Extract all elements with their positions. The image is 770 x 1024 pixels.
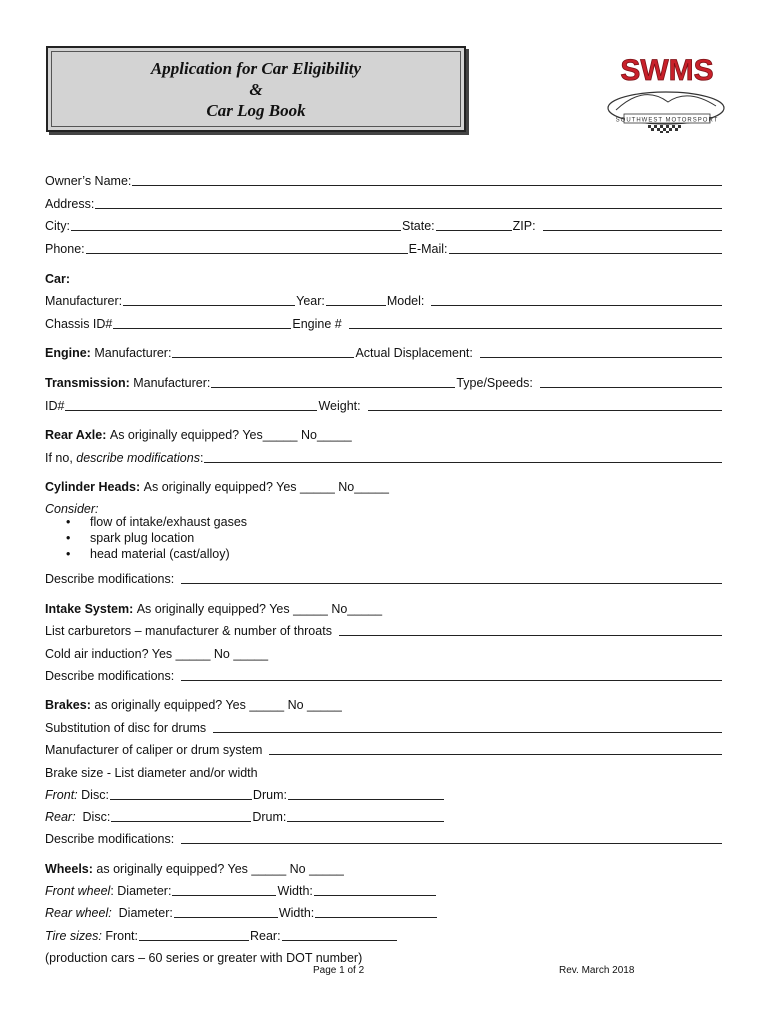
city-row: City: State: ZIP: — [45, 215, 723, 233]
brake-size-row: Brake size - List diameter and/or width — [45, 766, 258, 780]
intake-describe-row: Describe modifications: — [45, 665, 723, 683]
car-manufacturer-row: Manufacturer: Year: Model: — [45, 290, 723, 308]
rear-wheel-row: Rear wheel: Diameter: Width: — [45, 902, 438, 920]
displacement-field[interactable] — [480, 345, 722, 358]
swms-logo — [604, 44, 726, 134]
brakes-question: as originally equipped? Yes _____ No _____ — [94, 698, 342, 712]
transmission-row: Transmission: Manufacturer: Type/Speeds: — [45, 372, 723, 390]
type-speeds-field[interactable] — [540, 375, 722, 388]
transmission-id-field[interactable] — [65, 398, 317, 411]
front-width-field[interactable] — [314, 883, 436, 896]
cold-air-question: Cold air induction? Yes _____ No _____ — [45, 647, 269, 661]
cylinder-heads-row: Cylinder Heads: As originally equipped? Yes _____ No_____ — [45, 480, 389, 494]
rear-drum-field[interactable] — [287, 809, 444, 822]
logo-subtext: SOUTHWEST MOTORSPORT — [615, 117, 719, 124]
engine-row: Engine: Manufacturer: Actual Displacement: — [45, 342, 723, 360]
tire-rear-field[interactable] — [282, 928, 397, 941]
zip-field[interactable] — [543, 218, 722, 231]
title-box — [46, 46, 466, 132]
rear-diameter-field[interactable] — [174, 905, 278, 918]
revision-date: Rev. March 2018 — [559, 965, 635, 976]
rear-axle-row: Rear Axle: As originally equipped? Yes_____ No_____ — [45, 428, 352, 442]
rear-width-field[interactable] — [315, 905, 437, 918]
tire-front-field[interactable] — [139, 928, 249, 941]
car-year-field[interactable] — [326, 293, 386, 306]
title-line-3: Car Log Book — [206, 100, 306, 120]
wheels-row: Wheels: as originally equipped? Yes _____ No _____ — [45, 862, 344, 876]
weight-field[interactable] — [368, 398, 722, 411]
chassis-row: Chassis ID# Engine # — [45, 313, 723, 331]
address-field[interactable] — [95, 196, 722, 209]
cold-air-row — [45, 643, 723, 661]
rear-axle-modifications-field[interactable] — [204, 450, 722, 463]
engine-number-field[interactable] — [349, 316, 722, 329]
front-brake-row: Front: Disc: Drum: — [45, 784, 445, 802]
rear-axle-question: As originally equipped? Yes_____ No_____ — [109, 428, 352, 442]
phone-field[interactable] — [86, 241, 408, 254]
city-field[interactable] — [71, 218, 401, 231]
cylinder-modifications-field[interactable] — [181, 571, 722, 584]
car-heading: Car: — [45, 272, 71, 286]
cylinder-describe-row: Describe modifications: — [45, 568, 723, 586]
front-diameter-field[interactable] — [172, 883, 276, 896]
carburetor-field[interactable] — [339, 623, 722, 636]
consider-item: spark plug location — [90, 531, 195, 545]
car-model-field[interactable] — [431, 293, 722, 306]
disc-substitution-row: Substitution of disc for drums — [45, 717, 723, 735]
intake-row: Intake System: As originally equipped? Yes _____ No_____ — [45, 602, 383, 616]
page-number: Page 1 of 2 — [313, 965, 365, 976]
bullet-icon: • — [66, 531, 71, 545]
front-disc-field[interactable] — [110, 787, 252, 800]
caliper-field[interactable] — [269, 742, 722, 755]
front-drum-field[interactable] — [288, 787, 444, 800]
consider-item: head material (cast/alloy) — [90, 547, 230, 561]
owner-name-row: Owner’s Name: — [45, 170, 723, 188]
engine-manufacturer-field[interactable] — [172, 345, 354, 358]
production-note: (production cars – 60 series or greater with DOT number) — [45, 951, 363, 965]
caliper-row: Manufacturer of caliper or drum system — [45, 739, 723, 757]
address-row: Address: — [45, 193, 723, 211]
brakes-modifications-field[interactable] — [181, 831, 722, 844]
owner-name-field[interactable] — [132, 173, 722, 186]
consider-row: Consider: — [45, 502, 99, 516]
brakes-describe-row: Describe modifications: — [45, 828, 723, 846]
wheels-question: as originally equipped? Yes _____ No _____ — [96, 862, 344, 876]
logo-text: SWMS — [620, 54, 714, 87]
intake-modifications-field[interactable] — [181, 668, 722, 681]
rear-brake-row: Rear: Disc: Drum: — [45, 806, 445, 824]
brakes-row: Brakes: as originally equipped? Yes _____ No _____ — [45, 698, 342, 712]
carburetor-row: List carburetors – manufacturer & number of throats — [45, 620, 723, 638]
tire-sizes-row: Tire sizes: Front: Rear: — [45, 925, 398, 943]
rear-axle-ifno-row: If no, describe modifications : — [45, 447, 723, 465]
phone-row: Phone: E-Mail: — [45, 238, 723, 256]
bullet-icon: • — [66, 547, 71, 561]
transmission-id-row: ID# Weight: — [45, 395, 723, 413]
email-field[interactable] — [449, 241, 722, 254]
bullet-icon: • — [66, 515, 71, 529]
production-note-row — [45, 947, 723, 965]
transmission-manufacturer-field[interactable] — [211, 375, 455, 388]
disc-substitution-field[interactable] — [213, 720, 722, 733]
rear-disc-field[interactable] — [111, 809, 251, 822]
title-line-1: Application for Car Eligibility — [150, 58, 362, 78]
consider-item: flow of intake/exhaust gases — [90, 515, 248, 529]
state-field[interactable] — [436, 218, 512, 231]
intake-question: As originally equipped? Yes _____ No_____ — [136, 602, 383, 616]
title-line-2: & — [249, 79, 263, 99]
car-manufacturer-field[interactable] — [123, 293, 295, 306]
front-wheel-row: Front wheel : Diameter: Width: — [45, 880, 437, 898]
cylinder-heads-question: As originally equipped? Yes _____ No_____ — [143, 480, 389, 494]
chassis-field[interactable] — [113, 316, 291, 329]
